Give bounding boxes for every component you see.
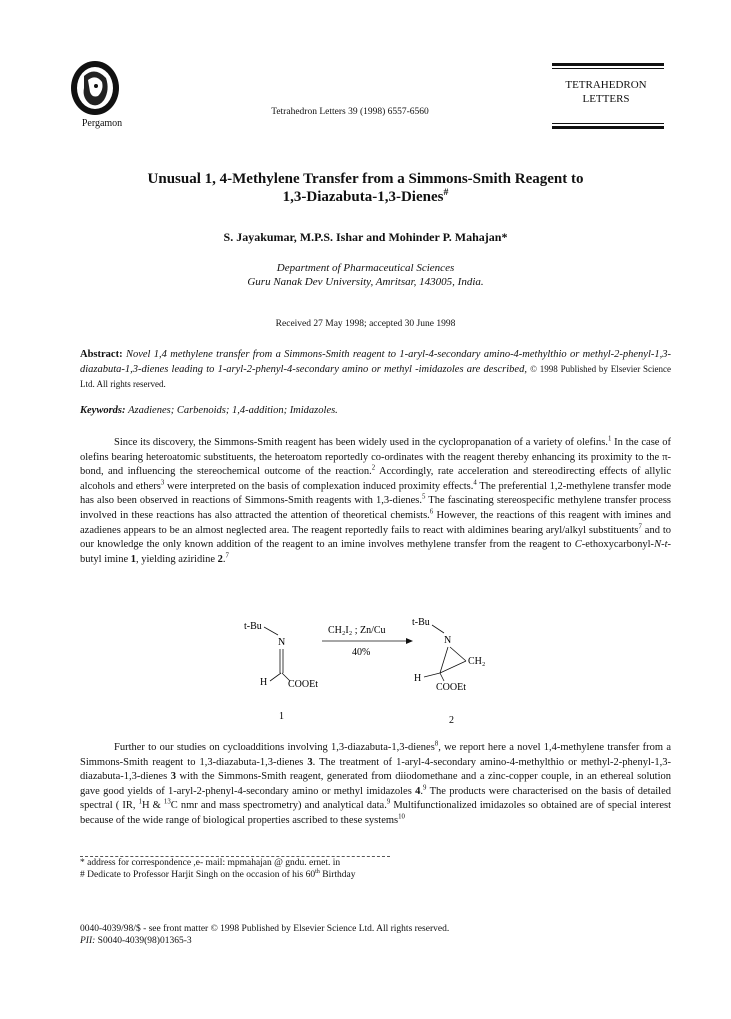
scheme-bond	[424, 673, 440, 677]
scheme-ring-bond	[440, 661, 466, 673]
scheme-tbu-2: t-Bu	[412, 617, 430, 628]
reaction-arrowhead	[406, 638, 413, 644]
p1-text: and to our knowledge the only known addition of the reagent to an imine involves methylene transfer from the reagent to	[80, 524, 671, 551]
keywords-text: Azadienes; Carbenoids; 1,4-addition; Imidazoles.	[128, 405, 338, 416]
reaction-scheme	[230, 615, 500, 730]
journal-name-line1: TETRAHEDRON	[565, 79, 647, 91]
p1-text: Accordingly, rate acceleration and stereodirecting effects of allylic alcohols and ethers	[80, 466, 671, 492]
compound-label-1: 1	[279, 711, 284, 722]
p2-text: .	[420, 785, 424, 797]
dedication-text: # Dedicate to Professor Harjit Singh on the occasion of his 60	[80, 870, 316, 880]
keywords-label: Keywords:	[80, 405, 126, 416]
ref-2: 2	[371, 464, 376, 472]
p1-italic: C	[574, 539, 582, 551]
header-rule-bottom	[552, 126, 664, 129]
p2-text: Further to our studies on cycloadditions involving 1,3-diazabuta-1,3-dienes	[114, 742, 435, 753]
abstract-text: Novel 1,4 methylene transfer from a Simmons-Smith reagent to 1-aryl-4-secondary amino-4-methylthio or methyl-2-phenyl-1,3-diazabuta-1,3-dienes leading to 1-aryl-2-phenyl-4-secondary amino or methyl -imidazoles are described,	[80, 349, 672, 375]
body-paragraph-1	[80, 436, 671, 567]
ref-5: 5	[422, 493, 426, 501]
header-rule-top	[552, 63, 664, 66]
p1-text: -ethoxycarbonyl-	[581, 539, 655, 551]
dedication-text-end: Birthday	[319, 870, 356, 880]
compound-number: 2	[217, 553, 223, 565]
p1-text: The preferential 1,2-methylene transfer mode has also been observed in reactions of Simmons-Smith reagents with 1,3-dienes.	[80, 480, 672, 507]
header-rule-top-thin	[552, 68, 664, 69]
ref-6: 6	[429, 508, 434, 516]
p1-text: .	[222, 553, 226, 565]
front-matter	[80, 923, 671, 947]
scheme-n-2: N	[444, 635, 452, 646]
ref-9: 9	[386, 798, 391, 806]
scheme-cooet-2: COOEt	[436, 682, 466, 693]
p2-text: . The treatment of 1-aryl-4-secondary amino-4-methylthio or methyl-2-phenyl-1,3-diazabuta-1,3-dienes	[80, 756, 671, 783]
ref-8: 8	[434, 740, 439, 748]
p1-text: -	[661, 539, 665, 551]
p1-text: were interpreted on the basis of complexation induced proximity effects.	[164, 480, 474, 492]
compound-number: 1	[130, 553, 136, 565]
p1-text: Since its discovery, the Simmons-Smith reagent has been widely used in the cyclopropanation of a variety of olefins.	[114, 437, 608, 448]
title-line1: Unusual 1, 4-Methylene Transfer from a Simmons-Smith Reagent to	[147, 171, 584, 187]
publisher-logo	[60, 58, 130, 118]
abstract-copyright: © 1998 Published by Elsevier Science Ltd. All rights reserved.	[80, 364, 671, 389]
received-dates: Received 27 May 1998; accepted 30 June 1998	[275, 319, 456, 329]
scheme-bond	[432, 625, 444, 633]
isotope-13: 13	[163, 798, 171, 806]
p1-italic: N	[654, 539, 662, 551]
scheme-bond	[264, 627, 278, 635]
scheme-cooet-1: COOEt	[288, 679, 318, 690]
affiliation	[60, 261, 671, 289]
p2-text: , we report here a novel 1,4-methylene transfer from a Simmons-Smith reagent to 1,3-diazabuta-1,3-dienes	[80, 742, 671, 768]
footnote-correspondence: * address for correspondence ,e- mail: mpmahajan @ gndu. ernet. in	[80, 858, 341, 868]
p1-text: -butyl imine	[80, 539, 671, 565]
ref-7: 7	[638, 523, 642, 531]
affiliation-line2: Guru Nanak Dev University, Amritsar, 143005, India.	[247, 276, 484, 288]
isotope-1: 1	[138, 798, 142, 806]
scheme-h-2: H	[414, 673, 422, 684]
scheme-h-1: H	[260, 677, 268, 688]
scheme-bond	[270, 673, 281, 681]
title-line2	[60, 188, 671, 206]
journal-name	[548, 78, 664, 106]
ref-9: 9	[423, 784, 427, 792]
pii-line	[80, 935, 671, 947]
scheme-ring-bond	[450, 647, 466, 661]
front-matter-line: 0040-4039/98/$ - see front matter © 1998 Published by Elsevier Science Ltd. All rights reserved.	[80, 924, 450, 934]
title-line2-text: 1,3-Diazabuta-1,3-Dienes	[282, 189, 444, 205]
p1-text: The fascinating stereospecific methylene transfer process involved in these reactions has also attracted the attention of theoretical chemists.	[80, 495, 671, 521]
dedication-sup: th	[315, 868, 320, 875]
scheme-reagent: CH₂I₂ ; Zn/Cu	[328, 625, 386, 636]
compound-number: 3	[307, 756, 313, 768]
body-paragraph-2	[80, 741, 671, 829]
footnote-divider	[80, 856, 390, 857]
scheme-ch2: CH₂	[468, 656, 486, 667]
affiliation-line1: Department of Pharmaceutical Sciences	[276, 262, 455, 274]
title-marker: #	[443, 187, 449, 198]
ref-3: 3	[160, 479, 165, 487]
p2-text: H &	[141, 800, 164, 812]
compound-number: 4	[415, 785, 421, 797]
p1-text: , yielding aziridine	[136, 553, 218, 565]
scheme-n-1: N	[278, 637, 286, 648]
header-rule-bottom-thin	[552, 123, 664, 124]
p1-text: In the case of olefins bearing heteroatomic substituents, the heteroatom reportedly co-ordinates with the reagent thereby enhancing its proximity to the π-bond, and influencing the stereochemical outcome of the reaction.	[80, 437, 671, 478]
paper-title	[60, 170, 671, 206]
compound-label-2: 2	[449, 715, 454, 726]
abstract	[80, 348, 671, 392]
p2-text: with the Simmons-Smith reagent, generated from diiodomethane and a zinc-copper couple, in an ethereal solution gave good yields of 1-aryl-2-phenyl-4-secondary amino or methyl imidazoles	[80, 771, 671, 797]
p2-text: The products were characterised on the basis of detailed spectral ( IR,	[80, 785, 671, 812]
publisher-name: Pergamon	[81, 118, 123, 129]
p1-text: However, the reactions of this reagent with imines and azadienes appears to be an almost neglected area. The reagent reportedly fails to react with aldimines bearing aryl/alkyl substituents	[80, 509, 671, 536]
scheme-yield: 40%	[352, 647, 371, 658]
scheme-ring-bond	[440, 647, 448, 673]
authors: S. Jayakumar, M.P.S. Ishar and Mohinder P. Mahajan*	[223, 230, 508, 244]
scheme-tbu-1: t-Bu	[244, 621, 262, 632]
journal-citation: Tetrahedron Letters 39 (1998) 6557-6560	[271, 107, 429, 117]
scheme-bond	[440, 673, 444, 681]
ref-10: 10	[398, 813, 405, 821]
pii-label: PII:	[80, 936, 96, 946]
compound-number: 3	[170, 771, 176, 783]
p2-text: Multifunctionalized imidazoles so obtained are of special interest because of the wide range of biological properties ascribed to these systems	[80, 800, 671, 826]
pii-value: S0040-4039(98)01365-3	[95, 936, 192, 946]
p2-text: C nmr and mass spectrometry) and analytical data.	[170, 800, 387, 812]
keywords	[80, 405, 671, 416]
footnote-dedication	[80, 870, 671, 880]
ref-4: 4	[473, 479, 477, 487]
journal-name-line2: LETTERS	[582, 93, 630, 105]
p1-italic: t	[664, 539, 668, 551]
abstract-label: Abstract:	[80, 349, 123, 360]
ref-1: 1	[607, 435, 612, 443]
ref-7: 7	[225, 552, 229, 560]
